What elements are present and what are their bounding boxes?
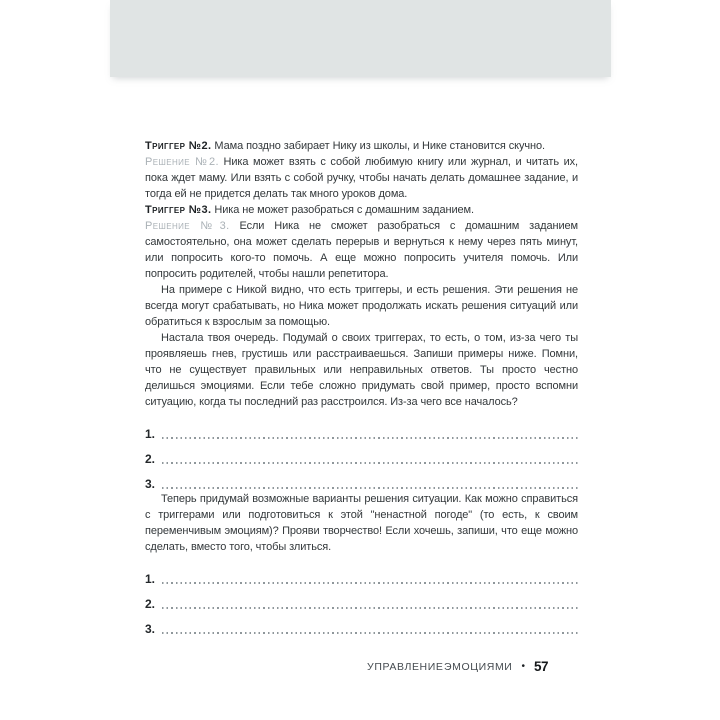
write-line-number: 2. — [145, 597, 155, 611]
write-line-number: 3. — [145, 477, 155, 491]
solution-3-paragraph — [145, 218, 578, 282]
write-line-number: 1. — [145, 572, 155, 586]
write-line-number: 2. — [145, 452, 155, 466]
solution-3-label: Решение №3. — [145, 220, 230, 232]
solution-2-paragraph — [145, 154, 578, 202]
dotted-rule — [162, 487, 578, 489]
photo-background-band — [110, 0, 611, 77]
write-line-number: 3. — [145, 622, 155, 636]
footer-bullet: • — [521, 661, 525, 672]
write-line — [145, 441, 578, 466]
trigger-2-text: Мама поздно забирает Нику из школы, и Нике становится скучно. — [214, 140, 545, 152]
example-summary-paragraph: На примере с Никой видно, что есть триггеры, и есть решения. Эти решения не всегда могут срабатывать, но Ника может продолжать искать решения ситуаций или обратиться к взрослым за помощью. — [145, 284, 578, 328]
write-line-number: 1. — [145, 427, 155, 441]
trigger-2-paragraph — [145, 138, 578, 154]
write-line — [145, 586, 578, 611]
dotted-rule — [162, 462, 578, 464]
trigger-3-label: Триггер №3. — [145, 204, 212, 216]
dotted-rule — [162, 582, 578, 584]
triggers-write-in-list — [145, 416, 578, 491]
dotted-rule — [162, 632, 578, 634]
write-line — [145, 561, 578, 586]
your-turn-paragraph: Настала твоя очередь. Подумай о своих триггерах, то есть, о том, из-за чего ты проявляешь гнев, грустишь или расстраиваешься. Запиши примеры ниже. Помни, что не существует правильных или неправильных ответов. Ты просто честно делишься эмоциями. Если тебе сложно придумать свой пример, просто вспомни ситуацию, когда ты последний раз расстроился. Из-за чего все началось? — [145, 332, 578, 408]
page-footer — [367, 659, 548, 674]
trigger-3-paragraph — [145, 202, 578, 218]
solutions-prompt-paragraph: Теперь придумай возможные варианты решения ситуации. Как можно справиться с триггерами или подготовиться к этой "ненастной погоде" (то есть, к своим переменчивым эмоциям)? Прояви творчество! Если хочешь, запиши, что еще можно сделать, вместо того, чтобы злиться. — [145, 493, 578, 553]
write-line — [145, 416, 578, 441]
solution-2-label: Решение №2. — [145, 156, 219, 168]
solutions-write-in-list — [145, 561, 578, 636]
dotted-rule — [162, 607, 578, 609]
write-line — [145, 611, 578, 636]
page-text-column — [145, 138, 578, 636]
write-line — [145, 466, 578, 491]
solution-2-text: Ника может взять с собой любимую книгу или журнал, и читать их, пока ждет маму. Или взять с собой ручку, чтобы начать делать домашнее задание, и тогда ей не придется делать так много уроков дома. — [145, 156, 578, 200]
running-head: УПРАВЛЕНИЕ ЭМОЦИЯМИ — [367, 660, 513, 673]
trigger-3-text: Ника не может разобраться с домашним заданием. — [214, 204, 474, 216]
solution-3-text: Если Ника не сможет разобраться с домашним заданием самостоятельно, она может сделать перерыв и вернуться к нему через пять минут, или попросить кого-то помочь. А еще можно попросить учителя помочь. Или попросить родителей, чтобы нашли репетитора. — [145, 220, 578, 280]
page-number: 57 — [533, 659, 548, 674]
trigger-2-label: Триггер №2. — [145, 140, 212, 152]
dotted-rule — [162, 437, 578, 439]
